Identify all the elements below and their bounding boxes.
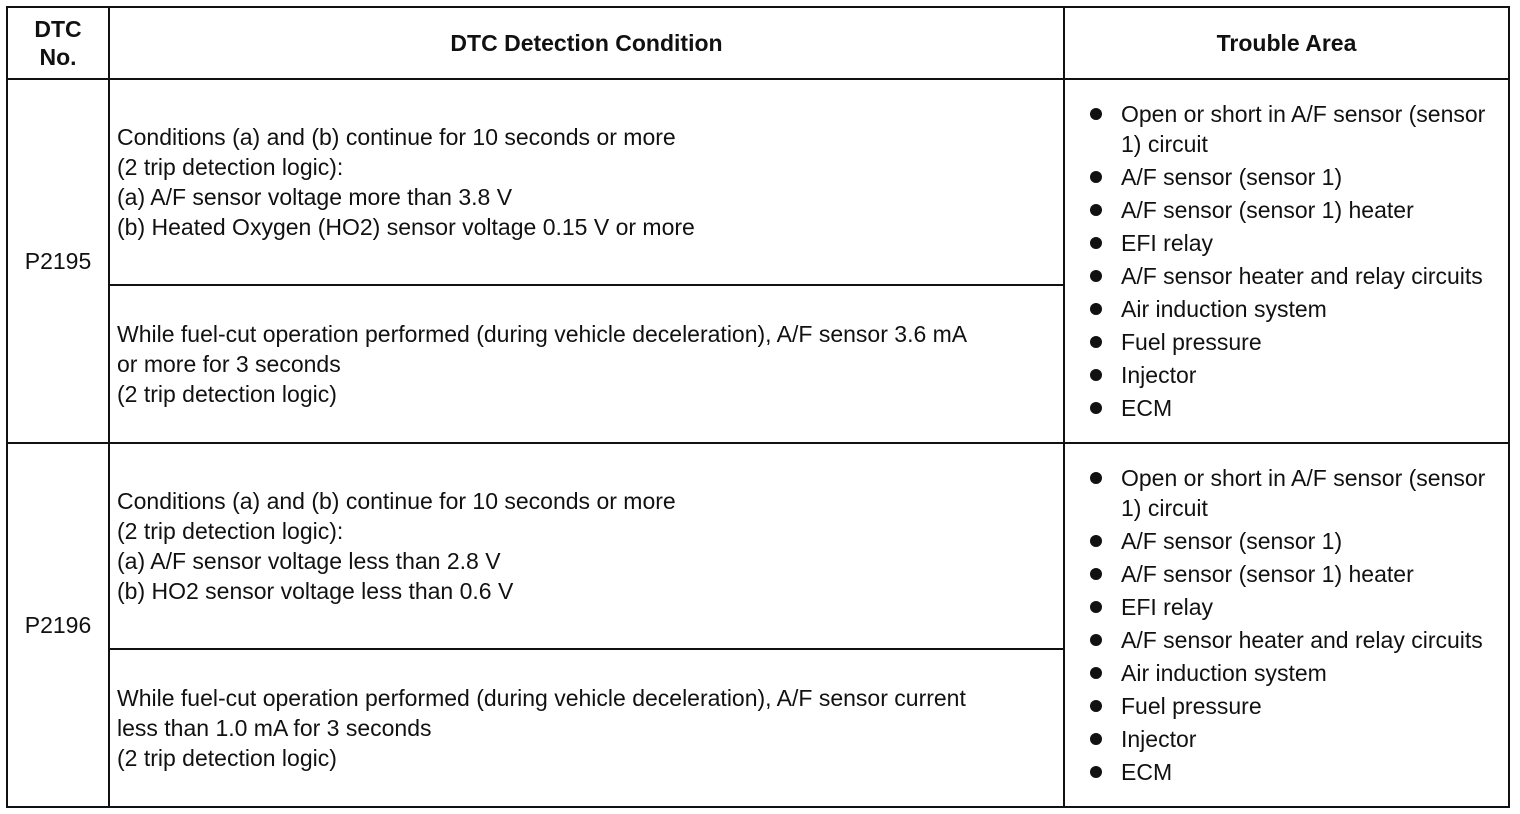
condition-line: While fuel-cut operation performed (during vehicle deceleration), A/F sensor current <box>117 684 966 711</box>
header-dtc-no <box>7 7 109 79</box>
bullet-icon <box>1090 336 1102 348</box>
list-item <box>1090 99 1500 159</box>
condition-line: Conditions (a) and (b) continue for 10 seconds or more <box>117 487 676 514</box>
bullet-icon <box>1090 766 1102 778</box>
condition-line: (2 trip detection logic) <box>117 380 337 407</box>
header-dtc-no-line-1: DTC <box>34 16 82 42</box>
list-item <box>1090 625 1500 655</box>
header-trouble-area: Trouble Area <box>1064 7 1509 79</box>
list-item <box>1090 757 1500 787</box>
bullet-icon <box>1090 171 1102 183</box>
header-detection-condition: DTC Detection Condition <box>109 7 1064 79</box>
trouble-area-item: Fuel pressure <box>1121 328 1262 355</box>
bullet-icon <box>1090 568 1102 580</box>
dtc-code: P2196 <box>7 443 109 807</box>
list-item <box>1090 195 1500 225</box>
trouble-area-item: A/F sensor (sensor 1) <box>1121 527 1343 554</box>
condition-line: or more for 3 seconds <box>117 350 341 377</box>
list-item <box>1090 559 1500 589</box>
trouble-area-item: Air induction system <box>1121 659 1327 686</box>
list-item <box>1090 162 1500 192</box>
detection-condition <box>109 285 1064 443</box>
trouble-area-cell <box>1064 443 1509 807</box>
detection-condition <box>109 649 1064 807</box>
list-item <box>1090 294 1500 324</box>
condition-line: less than 1.0 mA for 3 seconds <box>117 714 432 741</box>
list-item <box>1090 724 1500 754</box>
list-item <box>1090 228 1500 258</box>
trouble-area-item: EFI relay <box>1121 229 1214 256</box>
bullet-icon <box>1090 472 1102 484</box>
trouble-area-item: Open or short in A/F sensor (sensor 1) circuit <box>1121 464 1486 521</box>
bullet-icon <box>1090 700 1102 712</box>
condition-line: While fuel-cut operation performed (during vehicle deceleration), A/F sensor 3.6 mA <box>117 320 968 347</box>
header-dtc-no-line-2: No. <box>39 44 77 70</box>
condition-line: (a) A/F sensor voltage more than 3.8 V <box>117 183 513 210</box>
trouble-area-cell <box>1064 79 1509 443</box>
trouble-area-item: Injector <box>1121 725 1197 752</box>
bullet-icon <box>1090 270 1102 282</box>
list-item <box>1090 526 1500 556</box>
list-item <box>1090 592 1500 622</box>
condition-line: (2 trip detection logic) <box>117 744 337 771</box>
header-row <box>7 7 1509 79</box>
bullet-icon <box>1090 237 1102 249</box>
trouble-area-item: A/F sensor (sensor 1) heater <box>1121 196 1414 223</box>
bullet-icon <box>1090 108 1102 120</box>
trouble-area-item: A/F sensor (sensor 1) heater <box>1121 560 1414 587</box>
trouble-area-item: EFI relay <box>1121 593 1214 620</box>
trouble-area-list <box>1090 463 1500 787</box>
list-item <box>1090 691 1500 721</box>
condition-line: Conditions (a) and (b) continue for 10 seconds or more <box>117 123 676 150</box>
trouble-area-item: A/F sensor heater and relay circuits <box>1121 626 1483 653</box>
condition-line: (b) HO2 sensor voltage less than 0.6 V <box>117 577 514 604</box>
trouble-area-item: Fuel pressure <box>1121 692 1262 719</box>
trouble-area-item: ECM <box>1121 394 1173 421</box>
condition-line: (2 trip detection logic): <box>117 153 344 180</box>
list-item <box>1090 393 1500 423</box>
bullet-icon <box>1090 535 1102 547</box>
bullet-icon <box>1090 303 1102 315</box>
bullet-icon <box>1090 634 1102 646</box>
trouble-area-item: Open or short in A/F sensor (sensor 1) circuit <box>1121 100 1486 157</box>
dtc-code: P2195 <box>7 79 109 443</box>
bullet-icon <box>1090 601 1102 613</box>
bullet-icon <box>1090 402 1102 414</box>
bullet-icon <box>1090 733 1102 745</box>
list-item <box>1090 327 1500 357</box>
trouble-area-item: Air induction system <box>1121 295 1327 322</box>
trouble-area-item: A/F sensor (sensor 1) <box>1121 163 1343 190</box>
trouble-area-item: A/F sensor heater and relay circuits <box>1121 262 1483 289</box>
condition-line: (a) A/F sensor voltage less than 2.8 V <box>117 547 501 574</box>
dtc-table <box>6 6 1510 808</box>
dtc-table-frame <box>6 6 1508 808</box>
table-row <box>7 443 1509 649</box>
trouble-area-item: ECM <box>1121 758 1173 785</box>
list-item <box>1090 360 1500 390</box>
bullet-icon <box>1090 204 1102 216</box>
list-item <box>1090 658 1500 688</box>
bullet-icon <box>1090 667 1102 679</box>
list-item <box>1090 261 1500 291</box>
trouble-area-list <box>1090 99 1500 423</box>
detection-condition <box>109 79 1064 285</box>
list-item <box>1090 463 1500 523</box>
bullet-icon <box>1090 369 1102 381</box>
detection-condition <box>109 443 1064 649</box>
table-row <box>7 79 1509 285</box>
condition-line: (b) Heated Oxygen (HO2) sensor voltage 0.15 V or more <box>117 213 695 240</box>
trouble-area-item: Injector <box>1121 361 1197 388</box>
condition-line: (2 trip detection logic): <box>117 517 344 544</box>
